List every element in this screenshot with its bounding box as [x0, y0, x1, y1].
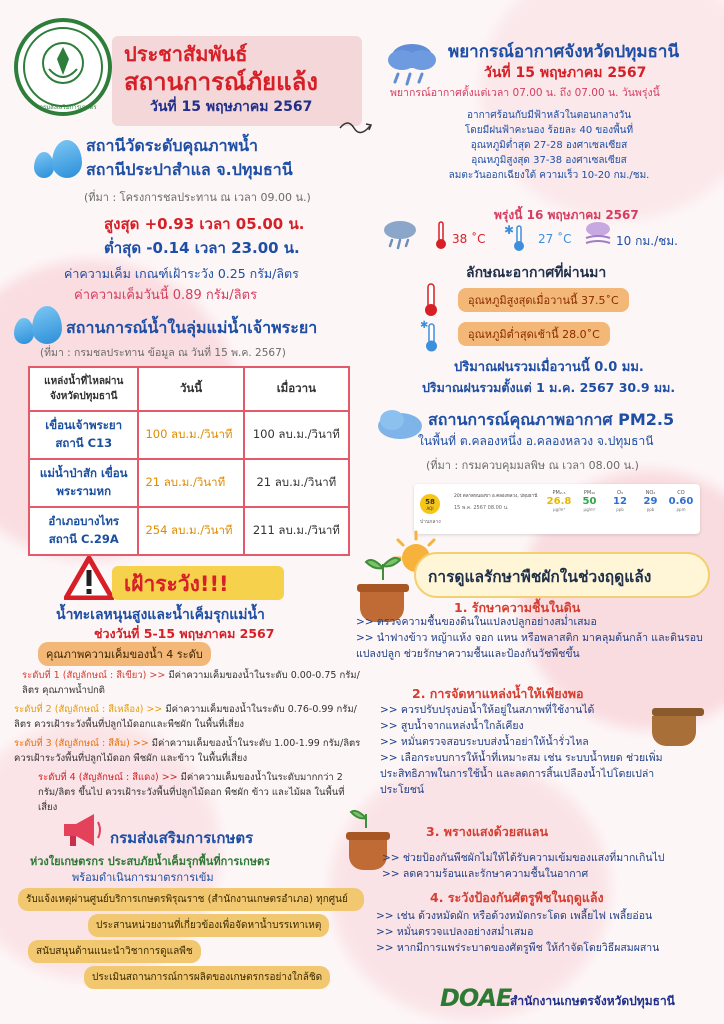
- care-items-2: [380, 702, 666, 798]
- row-today: 254 ลบ.ม./วินาที: [138, 507, 243, 555]
- care-item: >> ควรปรับปรุงบ่อน้ำให้อยู่ในสภาพที่ใช้งานได้: [380, 704, 595, 716]
- care-item: >> หมั่นตรวจสอบระบบส่งน้ำอย่าให้น้ำรั่วไหล: [380, 736, 589, 748]
- agri-measure-1: รับแจ้งเหตุผ่านศูนย์บริการเกษตรพิรุณราช (สำนักงานเกษตรอำเภอ) ทุกศูนย์: [18, 888, 364, 911]
- level-label: ระดับที่ 3 (สัญลักษณ์ : สีส้ม): [14, 738, 130, 749]
- wq-today: ค่าความเค็มวันนี้ 0.89 กรัม/ลิตร: [74, 288, 258, 303]
- pm-card: [414, 484, 700, 534]
- weather-desc-line: โดยมีฝนฟ้าคะนอง ร้อยละ 40 ของพื้นที่: [464, 125, 634, 136]
- past-title: ลักษณะอากาศที่ผ่านมา: [466, 265, 607, 281]
- seal-emblem-icon: [25, 29, 101, 105]
- table-row: [29, 507, 349, 555]
- storm-cloud-icon: [380, 218, 420, 250]
- weather-wind: 10 กม./ชม.: [616, 234, 678, 248]
- pm-col: PM₁₀ 50 µg/m³: [582, 490, 597, 512]
- table-row: [29, 411, 349, 459]
- weather-desc: [434, 108, 664, 183]
- care-item: >> เช่น ด้วงหมัดผัก หรือด้วงหมัดกระโดด เพลี้ยไฟ เพลี้ยอ่อน: [376, 910, 653, 922]
- care-items-3: [382, 850, 712, 882]
- pm-col: NO₂ 29 ppb: [643, 490, 658, 512]
- row-yesterday: 100 ลบ.ม./วินาที: [244, 411, 349, 459]
- weather-desc-line: อากาศร้อนกับมีฟ้าหลัวในตอนกลางวัน: [466, 110, 632, 121]
- pm-station: 20t ตลาดหนองขา อ.คลองหลวง, ปทุมธานี: [454, 494, 538, 499]
- wq-threshold: ค่าความเค็ม เกณฑ์เฝ้าระวัง 0.25 กรัม/ลิตร: [64, 266, 299, 281]
- care-head-2: 2. การจัดหาแหล่งน้ำให้เพียงพอ: [412, 686, 584, 701]
- row-location: เขื่อนเจ้าพระยา สถานี C13: [29, 411, 138, 459]
- footer-office: สำนักงานเกษตรจังหวัดปทุมธานี: [510, 994, 675, 1008]
- level-1: [14, 668, 362, 698]
- rain-total: ปริมาณฝนรวมตั้งแต่ 1 ม.ค. 2567 30.9 มม.: [422, 380, 676, 395]
- pm-readings: [544, 490, 696, 512]
- fire-thermometer-icon: [420, 282, 442, 318]
- level-4: [14, 770, 362, 815]
- level-label: ระดับที่ 4 (สัญลักษณ์ : สีแดง): [38, 772, 159, 783]
- level-arrow: >>: [132, 738, 149, 749]
- weather-desc-line: ลมตะวันออกเฉียงใต้ ความเร็ว 10-20 กม./ชม.: [448, 170, 650, 181]
- level-arrow: >>: [149, 670, 166, 681]
- header-date: วันที่ 15 พฤษภาคม 2567: [150, 99, 313, 115]
- megaphone-icon: [60, 810, 104, 850]
- care-item: >> ลดความร้อนและรักษาความชื้นในอากาศ: [382, 868, 589, 880]
- weather-period: พยากรณ์อากาศตั้งแต่เวลา 07.00 น. ถึง 07.00 น. วันพรุ่งนี้: [390, 87, 660, 99]
- aqi-value: 58: [425, 497, 435, 506]
- hot-thermometer-icon: [434, 220, 448, 250]
- care-head-3: 3. พรางแสงด้วยสแลน: [426, 824, 549, 839]
- warning-icon: [64, 556, 114, 600]
- rain-yesterday: ปริมาณฝนรวมเมื่อวานนี้ 0.0 มม.: [454, 360, 644, 375]
- pm-title: สถานการณ์คุณภาพอากาศ PM2.5: [428, 410, 675, 429]
- care-item: >> หากมีการแพร่ระบาดของศัตรูพืช ให้กำจัดโดยวิธีผสมผสาน: [376, 942, 660, 954]
- doae-logo: DOAE: [440, 984, 512, 1012]
- snow-thermometer-icon: [420, 318, 442, 354]
- aqi-label: AQI: [426, 505, 434, 511]
- pm-col: CO 0.60 ppm: [668, 490, 694, 512]
- agri-title: กรมส่งเสริมการเกษตร: [110, 829, 254, 847]
- wq-source: (ที่มา : โครงการชลประทาน ณ เวลา 09.00 น.): [84, 191, 311, 204]
- pm-col: PM₂.₅ 26.8 µg/m³: [546, 490, 572, 512]
- row-location: อำเภอบางไทร สถานี C.29A: [29, 507, 138, 555]
- row-location: แม่น้ำป่าสัก เขื่อนพระรามหก: [29, 459, 138, 507]
- care-title: การดูแลรักษาพืชผักในช่วงฤดูแล้ง: [428, 568, 652, 586]
- river-title: สถานการณ์น้ำในลุ่มแม่น้ำเจ้าพระยา: [66, 318, 318, 337]
- header-source: แหล่งน้ำที่ไหลผ่าน จังหวัดปทุมธานี: [29, 367, 138, 411]
- sprout-pot-icon: [360, 556, 409, 622]
- care-item: >> สูบน้ำจากแหล่งน้ำใกล้เคียง: [380, 720, 524, 732]
- weather-tmax: 38 ˚C: [452, 232, 486, 246]
- table-row: [29, 459, 349, 507]
- row-today: 21 ลบ.ม./วินาที: [138, 459, 243, 507]
- weather-title: พยากรณ์อากาศจังหวัดปทุมธานี: [448, 42, 680, 62]
- level-label: ระดับที่ 1 (สัญลักษณ์ : สีเขียว): [22, 670, 147, 681]
- weather-tmin: 27 ˚C: [538, 232, 572, 246]
- alert-period: ช่วงวันที่ 5-15 พฤษภาคม 2567: [94, 626, 275, 641]
- care-items-1: [356, 614, 706, 662]
- care-head-4: 4. ระวังป้องกันศัตรูพืชในฤดูแล้ง: [430, 890, 604, 905]
- agri-measure-4: ประเมินสถานการณ์การผลิตของเกษตรกรอย่างใกล้ชิด: [84, 966, 330, 989]
- care-item: >> นำฟางข้าว หญ้าแห้ง จอก แหน หรือพลาสติก มาคลุมต้นกล้า และดินรอบแปลงปลูก ช่วยรักษาความชื้นและป้องกันวัชพืชขึ้น: [356, 632, 703, 660]
- care-item: >> ตรวจความชื้นของดินในแปลงปลูกอย่างสม่ำเสมอ: [356, 616, 597, 628]
- wq-title2: สถานีประปาสำแล จ.ปทุมธานี: [86, 160, 293, 179]
- care-items-4: [376, 908, 712, 956]
- pm-source: (ที่มา : กรมควบคุมมลพิษ ณ เวลา 08.00 น.): [426, 459, 639, 472]
- past-max: อุณหภูมิสูงสุดเมื่อวานนี้ 37.5˚C: [458, 288, 629, 312]
- swirl-arrow-icon: [338, 116, 374, 140]
- cold-thermometer-icon: [504, 222, 530, 252]
- level-2: [14, 702, 362, 732]
- agri-line1: ห่วงใยเกษตรกร ประสบภัยน้ำเค็มรุกพื้นที่การเกษตร: [30, 855, 271, 868]
- agri-line2: พร้อมดำเนินการมาตรการเข้ม: [72, 871, 214, 884]
- alert-subtitle: น้ำทะเลหนุนสูงและน้ำเค็มรุกแม่น้ำ: [56, 607, 265, 623]
- level-text: มีค่าความเค็มของน้ำในระดับ 1.00-1.99 กรัม/ลิตร ควรเฝ้าระวังพื้นที่ปลูกไม้ดอก พืชผัก และข้าว ในพื้นที่เสี่ยง: [14, 738, 361, 764]
- wq-low: ต่ำสุด -0.14 เวลา 23.00 น.: [104, 239, 300, 257]
- table-header-row: [29, 367, 349, 411]
- row-yesterday: 21 ลบ.ม./วินาที: [244, 459, 349, 507]
- svg-text:✱: ✱: [504, 223, 515, 237]
- care-item: >> ช่วยป้องกันพืชผักไม่ให้ได้รับความเข้มของแสงที่มากเกินไป: [382, 852, 665, 864]
- pm-time: 15 พ.ค. 2567 08.00 น.: [454, 505, 509, 511]
- past-min: อุณหภูมิต่ำสุดเช้านี้ 28.0˚C: [458, 322, 610, 346]
- wq-high: สูงสุด +0.93 เวลา 05.00 น.: [104, 215, 305, 233]
- level-text: มีค่าความเค็มของน้ำในระดับ 0.00-0.75 กรัม/ลิตร คุณภาพน้ำปกติ: [22, 670, 360, 696]
- pm-area: ในพื้นที่ ต.คลองหนึ่ง อ.คลองหลวง จ.ปทุมธานี: [418, 434, 654, 448]
- weather-date: วันที่ 15 พฤษภาคม 2567: [484, 65, 647, 81]
- levels-title: คุณภาพความเค็มของน้ำ 4 ระดับ: [38, 642, 211, 666]
- empty-pot-icon: [652, 708, 704, 746]
- level-arrow: >>: [161, 772, 178, 783]
- alert-title: เฝ้าระวัง!!!: [124, 572, 229, 596]
- agri-measure-3: สนับสนุนด้านแนะนำวิชาการดูแลพืช: [28, 940, 201, 963]
- level-text: มีค่าความเค็มของน้ำในระดับ 0.76-0.99 กรัม/ลิตร ควรเฝ้าระวังพื้นที่ปลูกไม้ดอกและพืชผัก ในพื้นที่เสี่ยง: [14, 704, 357, 730]
- agency-seal: [14, 18, 112, 116]
- river-source: (ที่มา : กรมชลประทาน ข้อมูล ณ วันที่ 15 พ.ค. 2567): [40, 347, 286, 359]
- pm-status: ปานกลาง: [420, 519, 441, 525]
- aqi-badge: [420, 494, 440, 514]
- svg-text:✱: ✱: [420, 320, 429, 331]
- wind-icon: [582, 220, 614, 248]
- weather-tomorrow: พรุ่งนี้ 16 พฤษภาคม 2567: [494, 208, 639, 222]
- pm-col: O₃ 12 ppb: [613, 490, 627, 512]
- agri-measure-2: ประสานหน่วยงานที่เกี่ยวข้องเพื่อจัดหาน้ำบรรเทาเหตุ: [88, 914, 329, 937]
- level-3: [14, 736, 362, 766]
- level-text: มีค่าความเค็มของน้ำในระดับมากกว่า 2 กรัม/ลิตร ขึ้นไป ควรเฝ้าระวังพื้นที่ปลูกไม้ดอก พืชผัก ข้าว และไม้ผล ในพื้นที่เสี่ยง: [38, 772, 345, 813]
- river-table: [28, 366, 350, 556]
- care-item: >> เลือกระบบการให้น้ำที่เหมาะสม เช่น ระบบน้ำหยด ช่วยเพิ่มประสิทธิภาพในการใช้น้ำ และลดการสิ้นเปลืองน้ำไปโดยเปล่าประโยชน์: [380, 752, 663, 796]
- weather-desc-line: อุณหภูมิต่ำสุด 27-28 องศาเซลเซียส: [470, 140, 628, 151]
- seal-caption: กรมส่งเสริมการเกษตร: [39, 104, 97, 111]
- header-yesterday: เมื่อวาน: [244, 367, 349, 411]
- row-yesterday: 211 ลบ.ม./วินาที: [244, 507, 349, 555]
- weather-desc-line: อุณหภูมิสูงสุด 37-38 องศาเซลเซียส: [471, 155, 627, 166]
- salinity-levels: [14, 668, 362, 815]
- wq-title1: สถานีวัดระดับคุณภาพน้ำ: [86, 136, 259, 155]
- title-line1: ประชาสัมพันธ์: [124, 42, 248, 66]
- title-line2: สถานการณ์ภัยแล้ง: [124, 68, 319, 96]
- header-today: วันนี้: [138, 367, 243, 411]
- level-label: ระดับที่ 2 (สัญลักษณ์ : สีเหลือง): [14, 704, 144, 715]
- row-today: 100 ลบ.ม./วินาที: [138, 411, 243, 459]
- level-arrow: >>: [146, 704, 163, 715]
- care-head-1: 1. รักษาความชื้นในดิน: [454, 600, 581, 615]
- care-item: >> หมั่นตรวจแปลงอย่างสม่ำเสมอ: [376, 926, 534, 938]
